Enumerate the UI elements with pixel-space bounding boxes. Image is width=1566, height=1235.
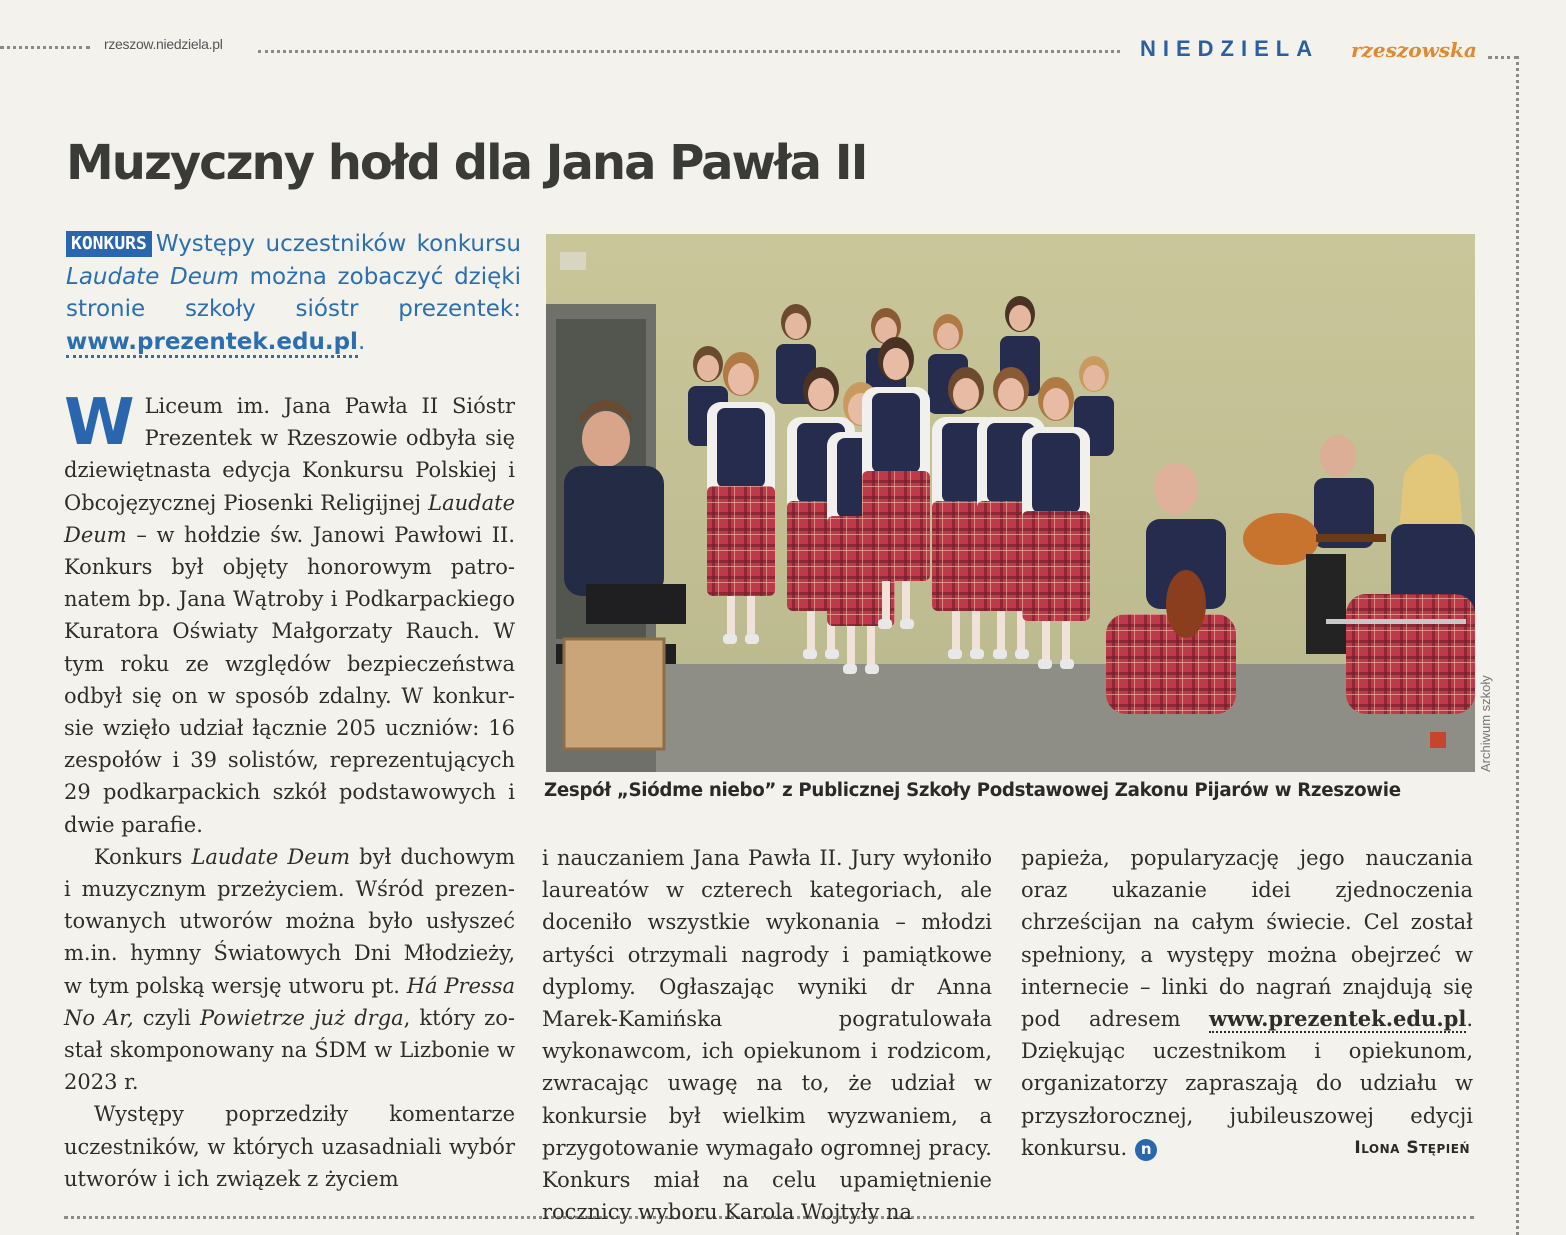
drop-cap: W: [64, 386, 135, 460]
lead-link[interactable]: www.prezentek.edu.pl: [66, 329, 358, 358]
article-column-2: [542, 842, 992, 1228]
paragraph-text: . Dziękując uczestnikom i opiekunom, organizatorzy zapraszają do udziału w przyszłorocznej, jubileuszowej edycji konkursu.: [1021, 1007, 1473, 1160]
lead-text: Występy uczestników konkursu: [155, 231, 521, 257]
paragraph-2: [64, 841, 515, 1099]
top-rule-right: [1488, 56, 1518, 59]
masthead-title: NIEDZIELA: [1140, 36, 1320, 61]
site-url[interactable]: rzeszow.niedziela.pl: [104, 36, 223, 52]
section-tag: KONKURS: [66, 231, 152, 257]
end-mark-icon: n: [1135, 1139, 1157, 1161]
article-author: Ilona Stępień: [1354, 1138, 1470, 1158]
article-headline: Muzyczny hołd dla Jana Pawła II: [66, 135, 867, 191]
article-column-3: [1021, 842, 1473, 1164]
photo-caption: Zespół „Siódme niebo” z Publicznej Szkoły Podstawowej Zakonu Pijarów w Rzeszowie: [544, 780, 1401, 801]
lead-italic: Laudate Deum: [66, 263, 239, 290]
right-rule: [1516, 56, 1519, 1235]
paragraph-text: , który został skomponowany na ŚDM w Lizbonie w 2023 r.: [64, 1005, 516, 1095]
paragraph-text: był duchowym i muzycznym przeżyciem. Wśród prezentowanych utworów można było usłyszeć m.in. hymny Światowych Dni Młodzieży, w tym polską wersję utworu pt.: [64, 844, 515, 998]
paragraph-italic: Laudate Deum: [64, 490, 515, 547]
paragraph-text: czyli: [133, 1005, 200, 1030]
paragraph-final: [1021, 842, 1473, 1164]
paragraph-text: – w hołdzie św. Janowi Pawłowi II. Konkurs był objęty honorowym patronatem bp. Jana Wątroby i Podkarpackiego Kuratora Oświaty Małgorzaty Rauch. W tym roku ze względów bezpieczeństwa odbył się on w sposób zdalny. W konkursie wzięło udział łącznie 205 uczniów: 16 zespołów i 39 solistów, reprezentujących 29 podkarpackich szkół podstawowych i dwie parafie.: [64, 522, 515, 837]
article-photo: [546, 234, 1475, 772]
paragraph-text: i nauczaniem Jana Pawła II. Jury wyłoniło laureatów w czterech kategoriach, ale doceniło wszystkie wykonania – młodzi artyści otrzymali nagrody i pamiątkowe dyplomy. Ogłaszając wyniki dr Anna Marek-Kamińska pogratulowała wykonawcom, ich opiekunom i rodzicom, zwracając uwagę na to, że udział w konkursie był wielkim wyzwaniem, a przygotowanie wymagało ogromnej pracy. Konkurs miał na celu upamiętnienie rocznicy wyboru Karola Wojtyły na: [542, 846, 992, 1225]
paragraph-italic: Laudate Deum: [191, 844, 351, 869]
paragraph-1: [64, 386, 515, 841]
top-rule-left: [0, 46, 90, 49]
masthead-edition: rzeszowska: [1351, 38, 1477, 62]
lead-text-end: .: [357, 328, 366, 355]
paragraph-3: Występy poprzedziły komentarze uczestników, w których uzasadniali wybór utworów i ich związek z życiem: [64, 1102, 515, 1191]
paragraph-italic: Powietrze już drga: [199, 1005, 404, 1030]
paragraph-italic: Há Pressa No Ar,: [64, 973, 515, 1030]
article-link[interactable]: www.prezentek.edu.pl: [1209, 1006, 1467, 1032]
article-column-1: [64, 386, 516, 1195]
paragraph-text: Liceum im. Jana Pawła II Sióstr Prezentek w Rzeszowie odbyła się dziewiętnasta edycja Konkursu Polskiej i Obcojęzycznej Piosenki Religijnej: [64, 394, 515, 515]
paragraph-text: Konkurs: [94, 844, 192, 869]
photo-credit: Archiwum szkoły: [1478, 675, 1493, 772]
paragraph-text: papieża, popularyzację jego nauczania oraz ukazanie idei zjednoczenia chrześcijan na całym świecie. Cel został spełniony, a występy można obejrzeć w internecie – linki do nagrań znajdują się pod adresem: [1021, 846, 1473, 1032]
article-lead: [66, 228, 521, 358]
top-rule-middle: [258, 50, 1120, 53]
lead-text: można zobaczyć dzięki stronie szkoły sióstr prezentek:: [66, 263, 521, 322]
